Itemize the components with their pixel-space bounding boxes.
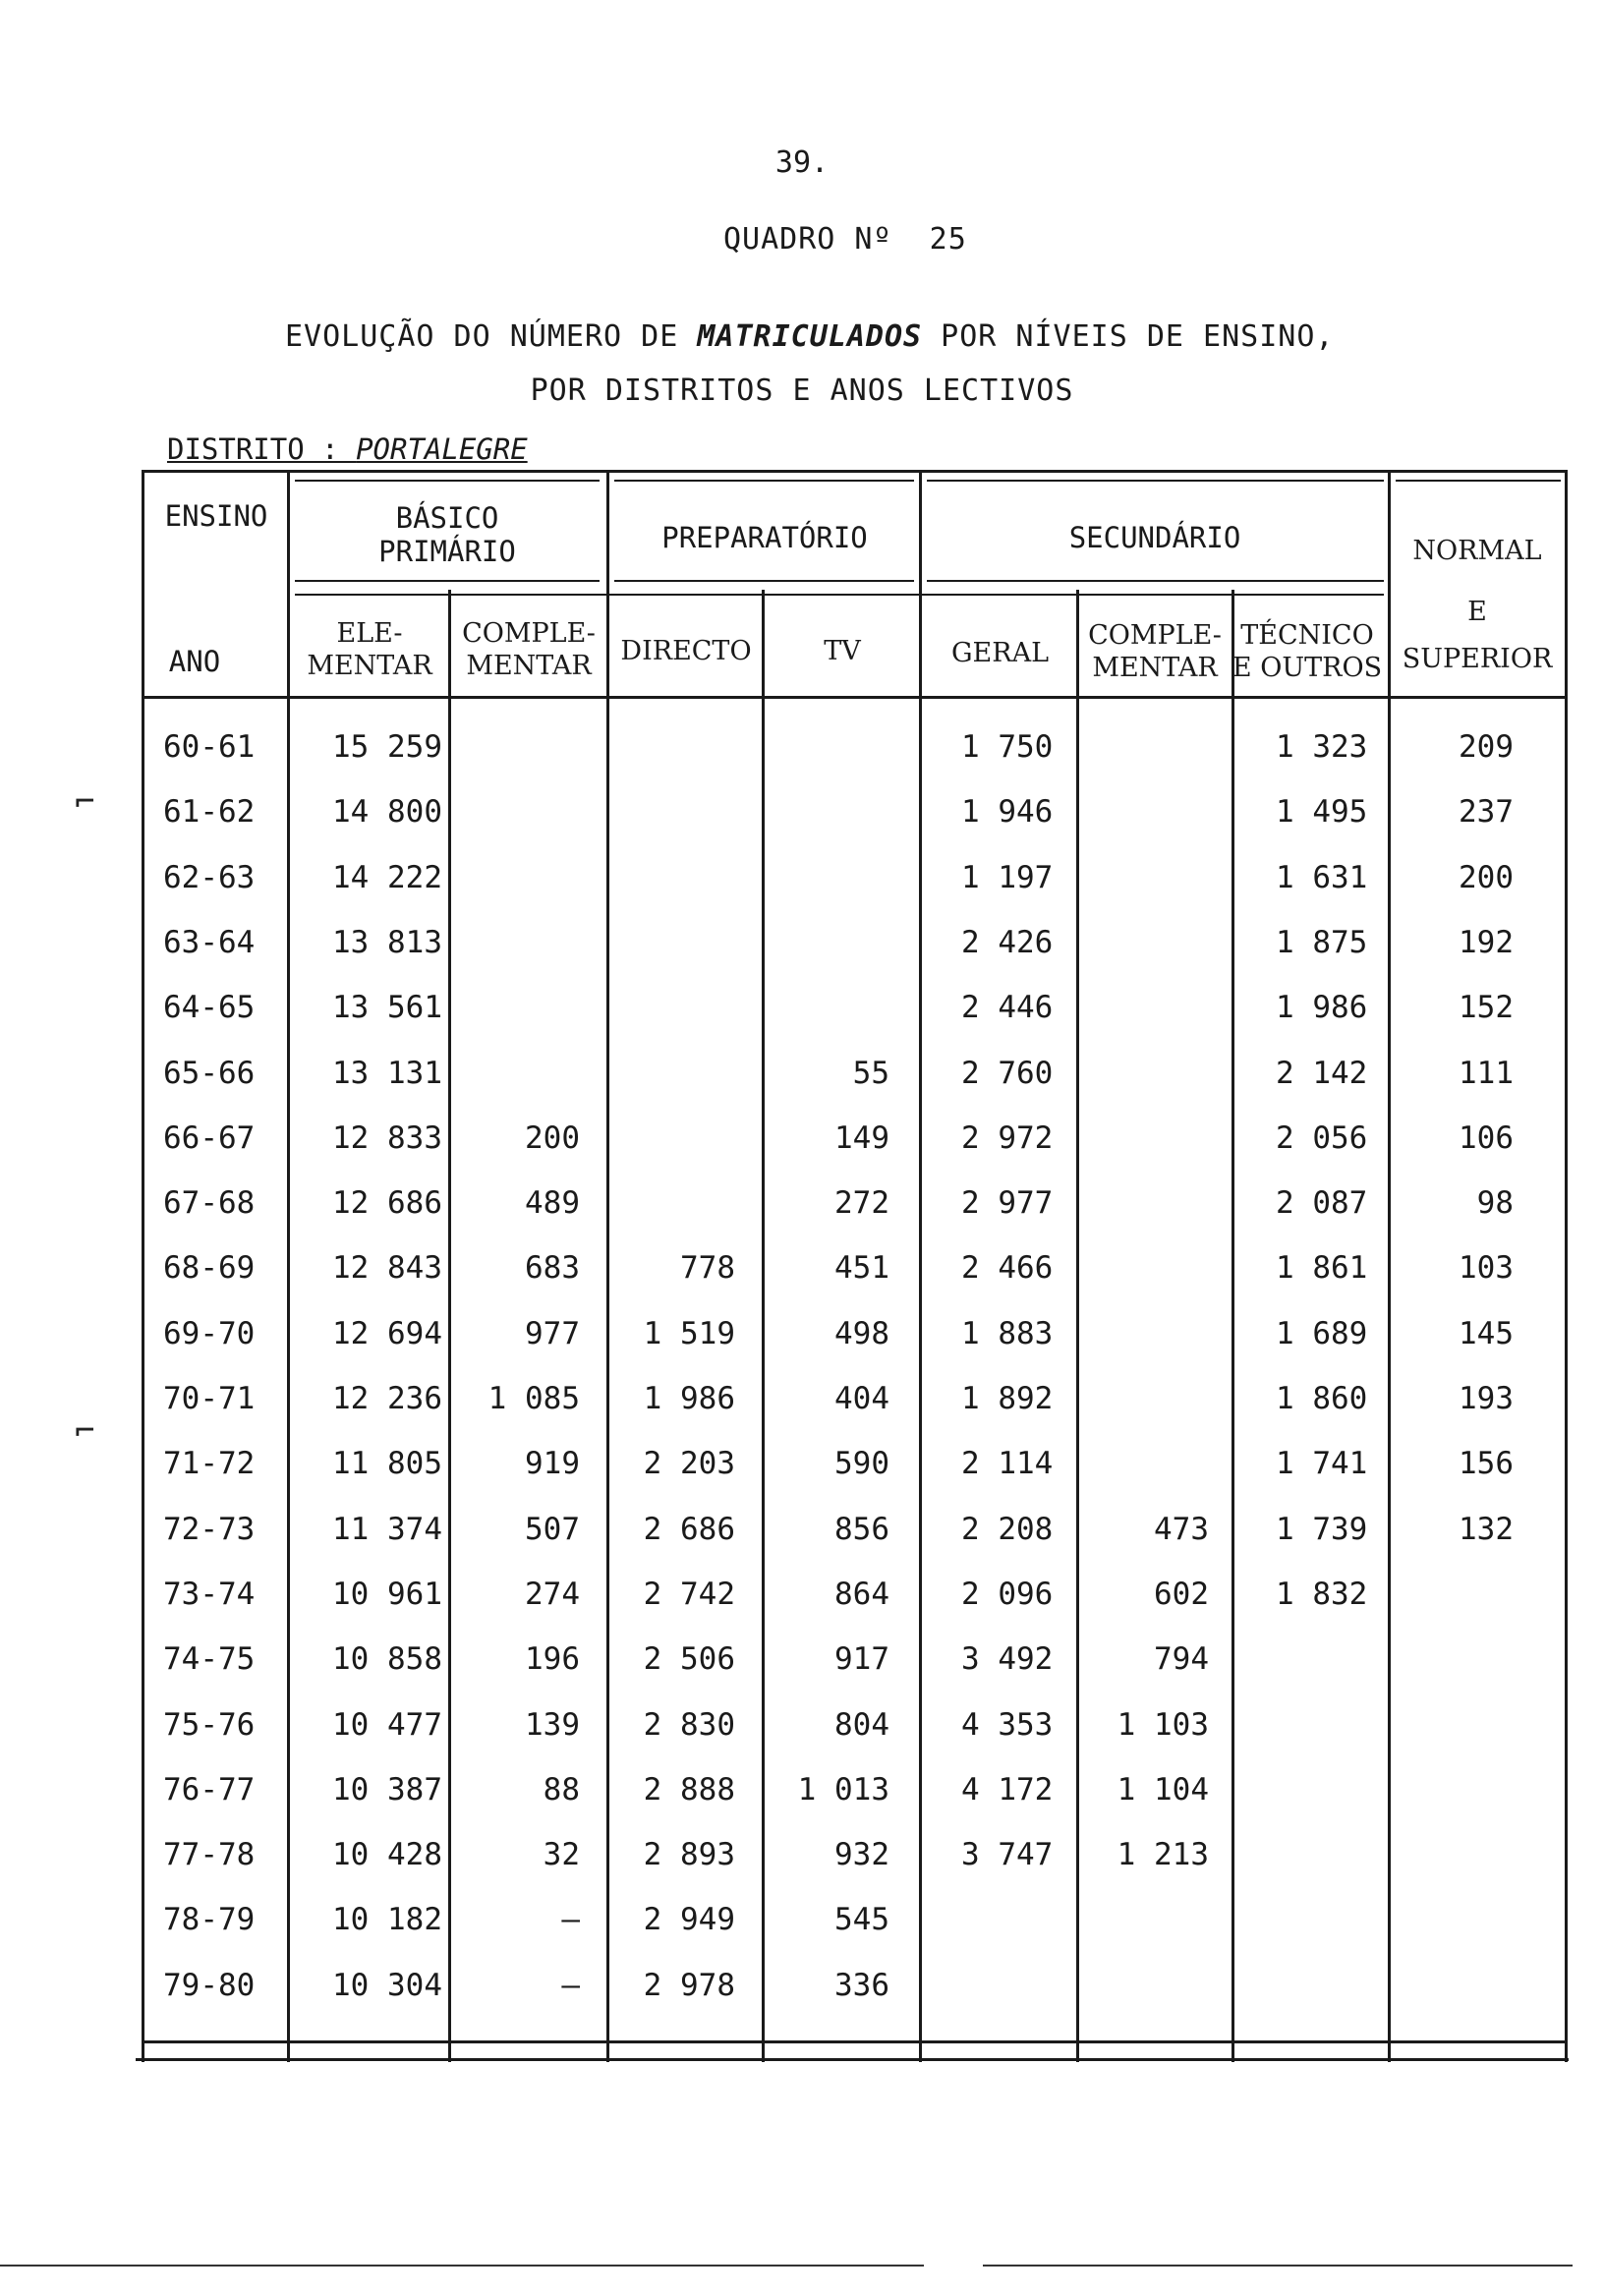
- table-top-border: [143, 470, 1567, 473]
- cell-geral: 2 760: [961, 1055, 1054, 1091]
- cell-normal: 111: [1459, 1055, 1514, 1091]
- page-bottom-rule-left: [0, 2265, 924, 2267]
- preparatorio-rule: [614, 580, 914, 582]
- cell-elementar: 13 131: [332, 1055, 442, 1091]
- cell-tecnico: 1 495: [1276, 794, 1368, 831]
- page-number: 39.: [774, 145, 830, 180]
- cell-elementar: 14 222: [332, 859, 442, 895]
- cell-directo: 2 686: [643, 1511, 735, 1547]
- row-year: 67-68: [163, 1185, 256, 1222]
- row-year: 74-75: [163, 1641, 256, 1678]
- normal-top-rule: [1396, 480, 1561, 482]
- table-row: [0, 1183, 1604, 1248]
- cell-sec-complementar: 1 104: [1117, 1771, 1209, 1808]
- cell-complementar: 1 085: [487, 1381, 580, 1416]
- cell-tv: 932: [834, 1837, 889, 1873]
- cell-tv: 545: [834, 1902, 889, 1938]
- cell-complementar: 489: [525, 1185, 580, 1222]
- header-secundario: SECUNDÁRIO: [1068, 521, 1241, 554]
- cell-geral: 2 972: [961, 1119, 1054, 1156]
- table-row: [0, 1054, 1604, 1119]
- cell-complementar: 274: [525, 1576, 580, 1612]
- cell-geral: 1 883: [961, 1315, 1054, 1351]
- table-row: [0, 1444, 1604, 1509]
- row-year: 75-76: [163, 1706, 256, 1743]
- cell-tv: 864: [834, 1576, 889, 1612]
- cell-geral: 2 096: [961, 1576, 1054, 1612]
- cell-elementar: 10 858: [332, 1641, 442, 1678]
- cell-sec-complementar: 1 213: [1117, 1837, 1209, 1873]
- cell-directo: 2 893: [643, 1837, 735, 1873]
- row-year: 72-73: [163, 1511, 256, 1547]
- header-normal-line1: NORMAL: [1412, 536, 1542, 566]
- cell-elementar: 10 304: [332, 1967, 442, 2003]
- cell-sec-complementar: 473: [1154, 1511, 1209, 1547]
- header-normal-line3: SUPERIOR: [1402, 644, 1553, 674]
- row-year: 70-71: [163, 1381, 256, 1416]
- title-part-1: EVOLUÇÃO DO NÚMERO DE: [285, 319, 698, 354]
- cell-normal: 132: [1459, 1511, 1514, 1547]
- header-complementar-line2: MENTAR: [466, 651, 592, 681]
- cell-normal: 152: [1459, 990, 1514, 1026]
- cell-complementar: 977: [525, 1315, 580, 1351]
- cell-tecnico: 2 087: [1276, 1185, 1368, 1222]
- cell-directo: 2 888: [643, 1771, 735, 1808]
- row-year: 69-70: [163, 1315, 256, 1351]
- cell-elementar: 14 800: [332, 794, 442, 831]
- cell-directo: 1 986: [643, 1381, 735, 1416]
- header-normal-line2: E: [1467, 597, 1487, 627]
- table-row: [0, 1900, 1604, 1965]
- header-complementar-line1: COMPLE-: [462, 618, 596, 649]
- row-year: 64-65: [163, 990, 256, 1026]
- cell-elementar: 12 686: [332, 1185, 442, 1222]
- district-name: PORTALEGRE: [356, 432, 528, 466]
- header-normal: [1384, 521, 1571, 676]
- cell-elementar: 13 561: [332, 990, 442, 1026]
- table-number: QUADRO Nº 25: [723, 222, 967, 257]
- cell-normal: 103: [1459, 1250, 1514, 1287]
- table-row: [0, 1705, 1604, 1770]
- table-title: [285, 319, 1334, 354]
- cell-directo: 1 519: [643, 1315, 735, 1351]
- cell-directo: 2 203: [643, 1446, 735, 1482]
- cell-elementar: 10 428: [332, 1837, 442, 1873]
- header-basico: [295, 501, 600, 568]
- table-row: [0, 1966, 1604, 2031]
- table-row: [0, 1639, 1604, 1704]
- row-year: 66-67: [163, 1119, 256, 1156]
- cell-elementar: 11 374: [332, 1511, 442, 1547]
- row-year: 73-74: [163, 1576, 256, 1612]
- district-label: DISTRITO :: [167, 432, 357, 466]
- cell-geral: 4 353: [961, 1706, 1054, 1743]
- cell-geral: 2 466: [961, 1250, 1054, 1287]
- table-row: [0, 1770, 1604, 1835]
- cell-tecnico: 1 689: [1276, 1315, 1368, 1351]
- header-tv: TV: [824, 636, 861, 666]
- cell-elementar: 10 477: [332, 1706, 442, 1743]
- cell-complementar: 88: [543, 1771, 580, 1808]
- cell-tecnico: 1 832: [1276, 1576, 1368, 1612]
- header-tecnico: [1229, 619, 1386, 684]
- cell-tv: 451: [834, 1250, 889, 1287]
- cell-geral: 2 426: [961, 924, 1054, 960]
- table-row: [0, 1314, 1604, 1379]
- margin-tick-mark: ⌐: [75, 782, 95, 822]
- cell-tecnico: 2 056: [1276, 1119, 1368, 1156]
- cell-complementar: —: [561, 1967, 580, 2003]
- cell-tecnico: 1 875: [1276, 924, 1368, 960]
- table-bottom-rule-1: [143, 2040, 1567, 2043]
- header-elementar-line1: ELE-: [336, 618, 403, 649]
- cell-tv: 856: [834, 1511, 889, 1547]
- table-row: [0, 727, 1604, 792]
- header-directo: DIRECTO: [620, 636, 752, 666]
- cell-geral: 2 977: [961, 1185, 1054, 1222]
- cell-tv: 55: [852, 1055, 889, 1091]
- page-bottom-rule-right: [983, 2265, 1573, 2267]
- table-bottom-rule-2: [136, 2058, 1569, 2061]
- cell-tecnico: 1 860: [1276, 1381, 1368, 1416]
- cell-elementar: 11 805: [332, 1446, 442, 1482]
- cell-normal: 209: [1459, 729, 1514, 765]
- header-basico-line1: BÁSICO: [395, 501, 499, 535]
- row-year: 78-79: [163, 1902, 256, 1938]
- header-complementar: [452, 617, 605, 682]
- cell-complementar: 200: [525, 1119, 580, 1156]
- table-row: [0, 792, 1604, 857]
- row-year: 60-61: [163, 729, 256, 765]
- cell-tecnico: 1 986: [1276, 990, 1368, 1026]
- cell-normal: 98: [1476, 1185, 1514, 1222]
- cell-elementar: 12 694: [332, 1315, 442, 1351]
- table-subtitle: POR DISTRITOS E ANOS LECTIVOS: [530, 373, 1074, 408]
- cell-elementar: 15 259: [332, 729, 442, 765]
- cell-tecnico: 1 323: [1276, 729, 1368, 765]
- cell-sec-complementar: 794: [1154, 1641, 1209, 1678]
- cell-elementar: 10 961: [332, 1576, 442, 1612]
- cell-geral: 1 750: [961, 729, 1054, 765]
- cell-tecnico: 1 861: [1276, 1250, 1368, 1287]
- table-row: [0, 1379, 1604, 1444]
- cell-geral: 2 208: [961, 1511, 1054, 1547]
- row-year: 79-80: [163, 1967, 256, 2003]
- cell-geral: 2 446: [961, 990, 1054, 1026]
- title-part-2: POR NÍVEIS DE ENSINO,: [922, 319, 1335, 354]
- cell-tecnico: 1 631: [1276, 859, 1368, 895]
- cell-normal: 156: [1459, 1446, 1514, 1482]
- cell-complementar: 32: [543, 1837, 580, 1873]
- cell-geral: 1 892: [961, 1381, 1054, 1416]
- cell-complementar: 683: [525, 1250, 580, 1287]
- cell-complementar: —: [561, 1902, 580, 1938]
- subheader-top-rule: [295, 594, 1384, 596]
- header-sec-complementar-line2: MENTAR: [1092, 653, 1218, 683]
- cell-tv: 804: [834, 1706, 889, 1743]
- row-year: 68-69: [163, 1250, 256, 1287]
- cell-elementar: 12 843: [332, 1250, 442, 1287]
- cell-elementar: 12 833: [332, 1119, 442, 1156]
- row-year: 71-72: [163, 1446, 256, 1482]
- district-line: [167, 432, 528, 466]
- header-elementar-line2: MENTAR: [307, 651, 432, 681]
- cell-geral: 4 172: [961, 1771, 1054, 1808]
- header-sec-complementar: [1078, 619, 1232, 684]
- cell-tv: 272: [834, 1185, 889, 1222]
- header-preparatorio: PREPARATÓRIO: [661, 521, 868, 554]
- cell-tv: 1 013: [797, 1771, 889, 1808]
- row-year: 77-78: [163, 1837, 256, 1873]
- header-sec-complementar-line1: COMPLE-: [1088, 620, 1222, 651]
- row-year: 62-63: [163, 859, 256, 895]
- cell-normal: 237: [1459, 794, 1514, 831]
- header-geral: GERAL: [950, 638, 1050, 668]
- cell-geral: 3 747: [961, 1837, 1054, 1873]
- margin-tick-mark: ⌐: [75, 1411, 95, 1451]
- cell-complementar: 919: [525, 1446, 580, 1482]
- cell-tv: 149: [834, 1119, 889, 1156]
- basico-rule: [295, 580, 600, 582]
- cell-complementar: 196: [525, 1641, 580, 1678]
- cell-normal: 106: [1459, 1119, 1514, 1156]
- table-row: [0, 1510, 1604, 1575]
- cell-geral: 2 114: [961, 1446, 1054, 1482]
- cell-directo: 2 830: [643, 1706, 735, 1743]
- cell-directo: 2 742: [643, 1576, 735, 1612]
- cell-elementar: 10 182: [332, 1902, 442, 1938]
- cell-normal: 192: [1459, 924, 1514, 960]
- table-row: [0, 1575, 1604, 1639]
- cell-directo: 2 949: [643, 1902, 735, 1938]
- header-ano: ANO: [168, 645, 221, 678]
- preparatorio-top-rule: [614, 480, 914, 482]
- cell-geral: 3 492: [961, 1641, 1054, 1678]
- table-row: [0, 923, 1604, 988]
- cell-sec-complementar: 602: [1154, 1576, 1209, 1612]
- row-year: 63-64: [163, 924, 256, 960]
- header-tecnico-line2: E OUTROS: [1232, 653, 1383, 683]
- cell-tv: 498: [834, 1315, 889, 1351]
- table-row: [0, 1119, 1604, 1183]
- cell-tv: 404: [834, 1381, 889, 1416]
- cell-tv: 590: [834, 1446, 889, 1482]
- cell-normal: 193: [1459, 1381, 1514, 1416]
- cell-geral: 1 197: [961, 859, 1054, 895]
- cell-tv: 917: [834, 1641, 889, 1678]
- table-row: [0, 1835, 1604, 1900]
- table-row: [0, 858, 1604, 923]
- table-row: [0, 1248, 1604, 1313]
- header-tecnico-line1: TÉCNICO: [1240, 620, 1374, 651]
- cell-normal: 145: [1459, 1315, 1514, 1351]
- cell-elementar: 13 813: [332, 924, 442, 960]
- cell-normal: 200: [1459, 859, 1514, 895]
- basico-top-rule: [295, 480, 600, 482]
- header-bottom-rule: [143, 696, 1567, 699]
- cell-directo: 2 506: [643, 1641, 735, 1678]
- cell-sec-complementar: 1 103: [1117, 1706, 1209, 1743]
- cell-complementar: 139: [525, 1706, 580, 1743]
- secundario-rule: [927, 580, 1384, 582]
- row-year: 76-77: [163, 1771, 256, 1808]
- title-emphasis: MATRICULADOS: [697, 319, 923, 354]
- cell-elementar: 12 236: [332, 1381, 442, 1416]
- cell-complementar: 507: [525, 1511, 580, 1547]
- cell-tecnico: 1 739: [1276, 1511, 1368, 1547]
- cell-directo: 2 978: [643, 1967, 735, 2003]
- cell-elementar: 10 387: [332, 1771, 442, 1808]
- table-row: [0, 988, 1604, 1053]
- cell-tecnico: 1 741: [1276, 1446, 1368, 1482]
- secundario-top-rule: [927, 480, 1384, 482]
- header-elementar: [291, 617, 448, 682]
- cell-geral: 1 946: [961, 794, 1054, 831]
- row-year: 61-62: [163, 794, 256, 831]
- cell-tv: 336: [834, 1967, 889, 2003]
- cell-directo: 778: [680, 1250, 735, 1287]
- row-year: 65-66: [163, 1055, 256, 1091]
- cell-tecnico: 2 142: [1276, 1055, 1368, 1091]
- header-basico-line2: PRIMÁRIO: [378, 535, 516, 568]
- header-ensino: ENSINO: [164, 499, 268, 533]
